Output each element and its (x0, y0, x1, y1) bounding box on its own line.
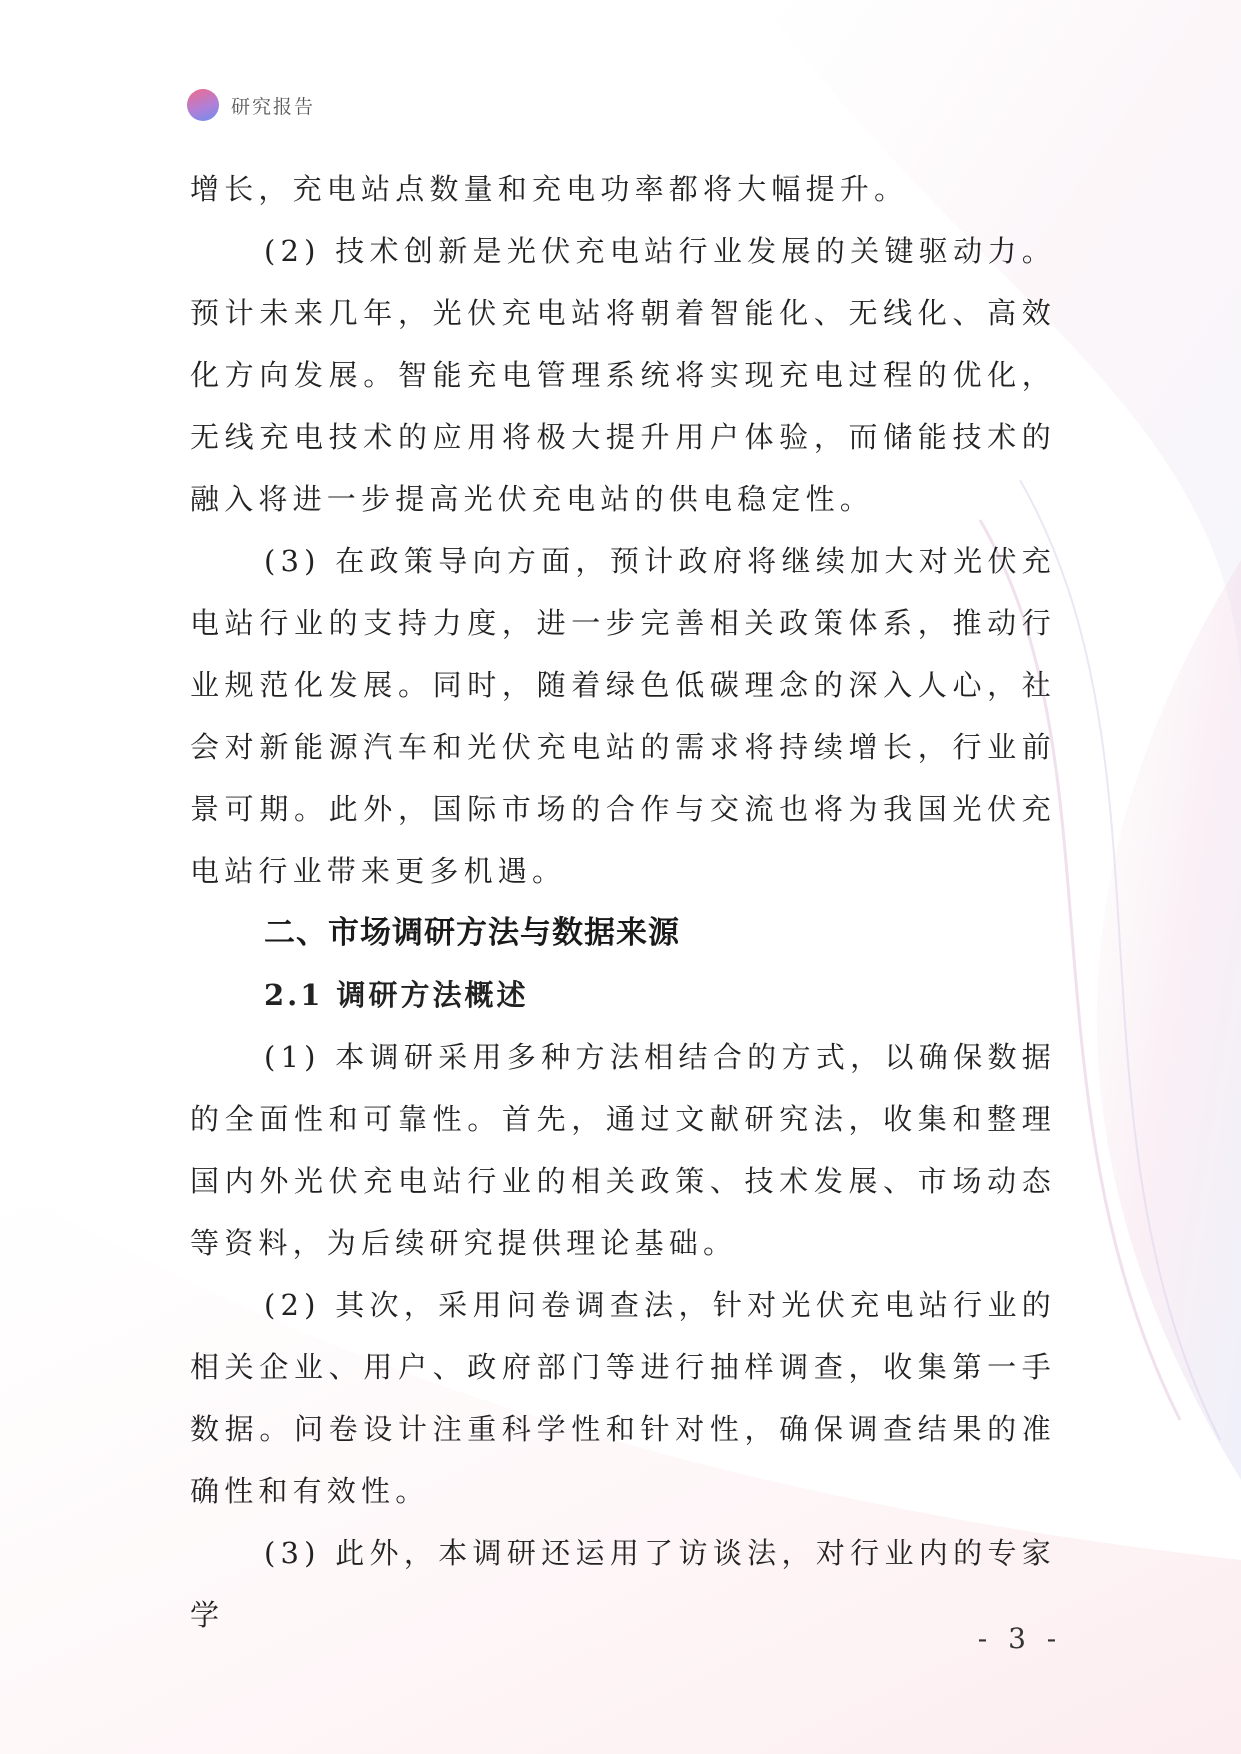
paragraph-method-2: (2) 其次，采用问卷调查法，针对光伏充电站行业的相关企业、用户、政府部门等进行抽样调查，收集第一手数据。问卷设计注重科学性和针对性，确保调查结果的准确性和有效性。 (190, 1288, 1056, 1508)
paragraph-technology: (2) 技术创新是光伏充电站行业发展的关键驱动力。预计未来几年，光伏充电站将朝着智能化、无线化、高效化方向发展。智能充电管理系统将实现充电过程的优化，无线充电技术的应用将极大提升用户体验，而储能技术的融入将进一步提高光伏充电站的供电稳定性。 (190, 234, 1056, 516)
paragraph-method-1: (1) 本调研采用多种方法相结合的方式，以确保数据的全面性和可靠性。首先，通过文献研究法，收集和整理国内外光伏充电站行业的相关政策、技术发展、市场动态等资料，为后续研究提供理论基础。 (190, 1040, 1056, 1260)
section-heading: 二、市场调研方法与数据来源 (264, 915, 680, 951)
page-number: - 3 - (977, 1622, 1063, 1655)
paragraph-method-3: (3) 此外，本调研还运用了访谈法，对行业内的专家学 (190, 1536, 1056, 1632)
document-body (190, 158, 1056, 1646)
subsection-heading: 2.1 调研方法概述 (264, 978, 529, 1012)
header-title: 研究报告 (231, 95, 316, 118)
page-header (187, 88, 315, 122)
paragraph-policy: (3) 在政策导向方面，预计政府将继续加大对光伏充电站行业的支持力度，进一步完善相关政策体系，推动行业规范化发展。同时，随着绿色低碳理念的深入人心，社会对新能源汽车和光伏充电站的需求将持续增长，行业前景可期。此外，国际市场的合作与交流也将为我国光伏充电站行业带来更多机遇。 (190, 544, 1056, 888)
paragraph-continuation: 增长，充电站点数量和充电功率都将大幅提升。 (190, 172, 909, 206)
report-logo (187, 89, 219, 121)
